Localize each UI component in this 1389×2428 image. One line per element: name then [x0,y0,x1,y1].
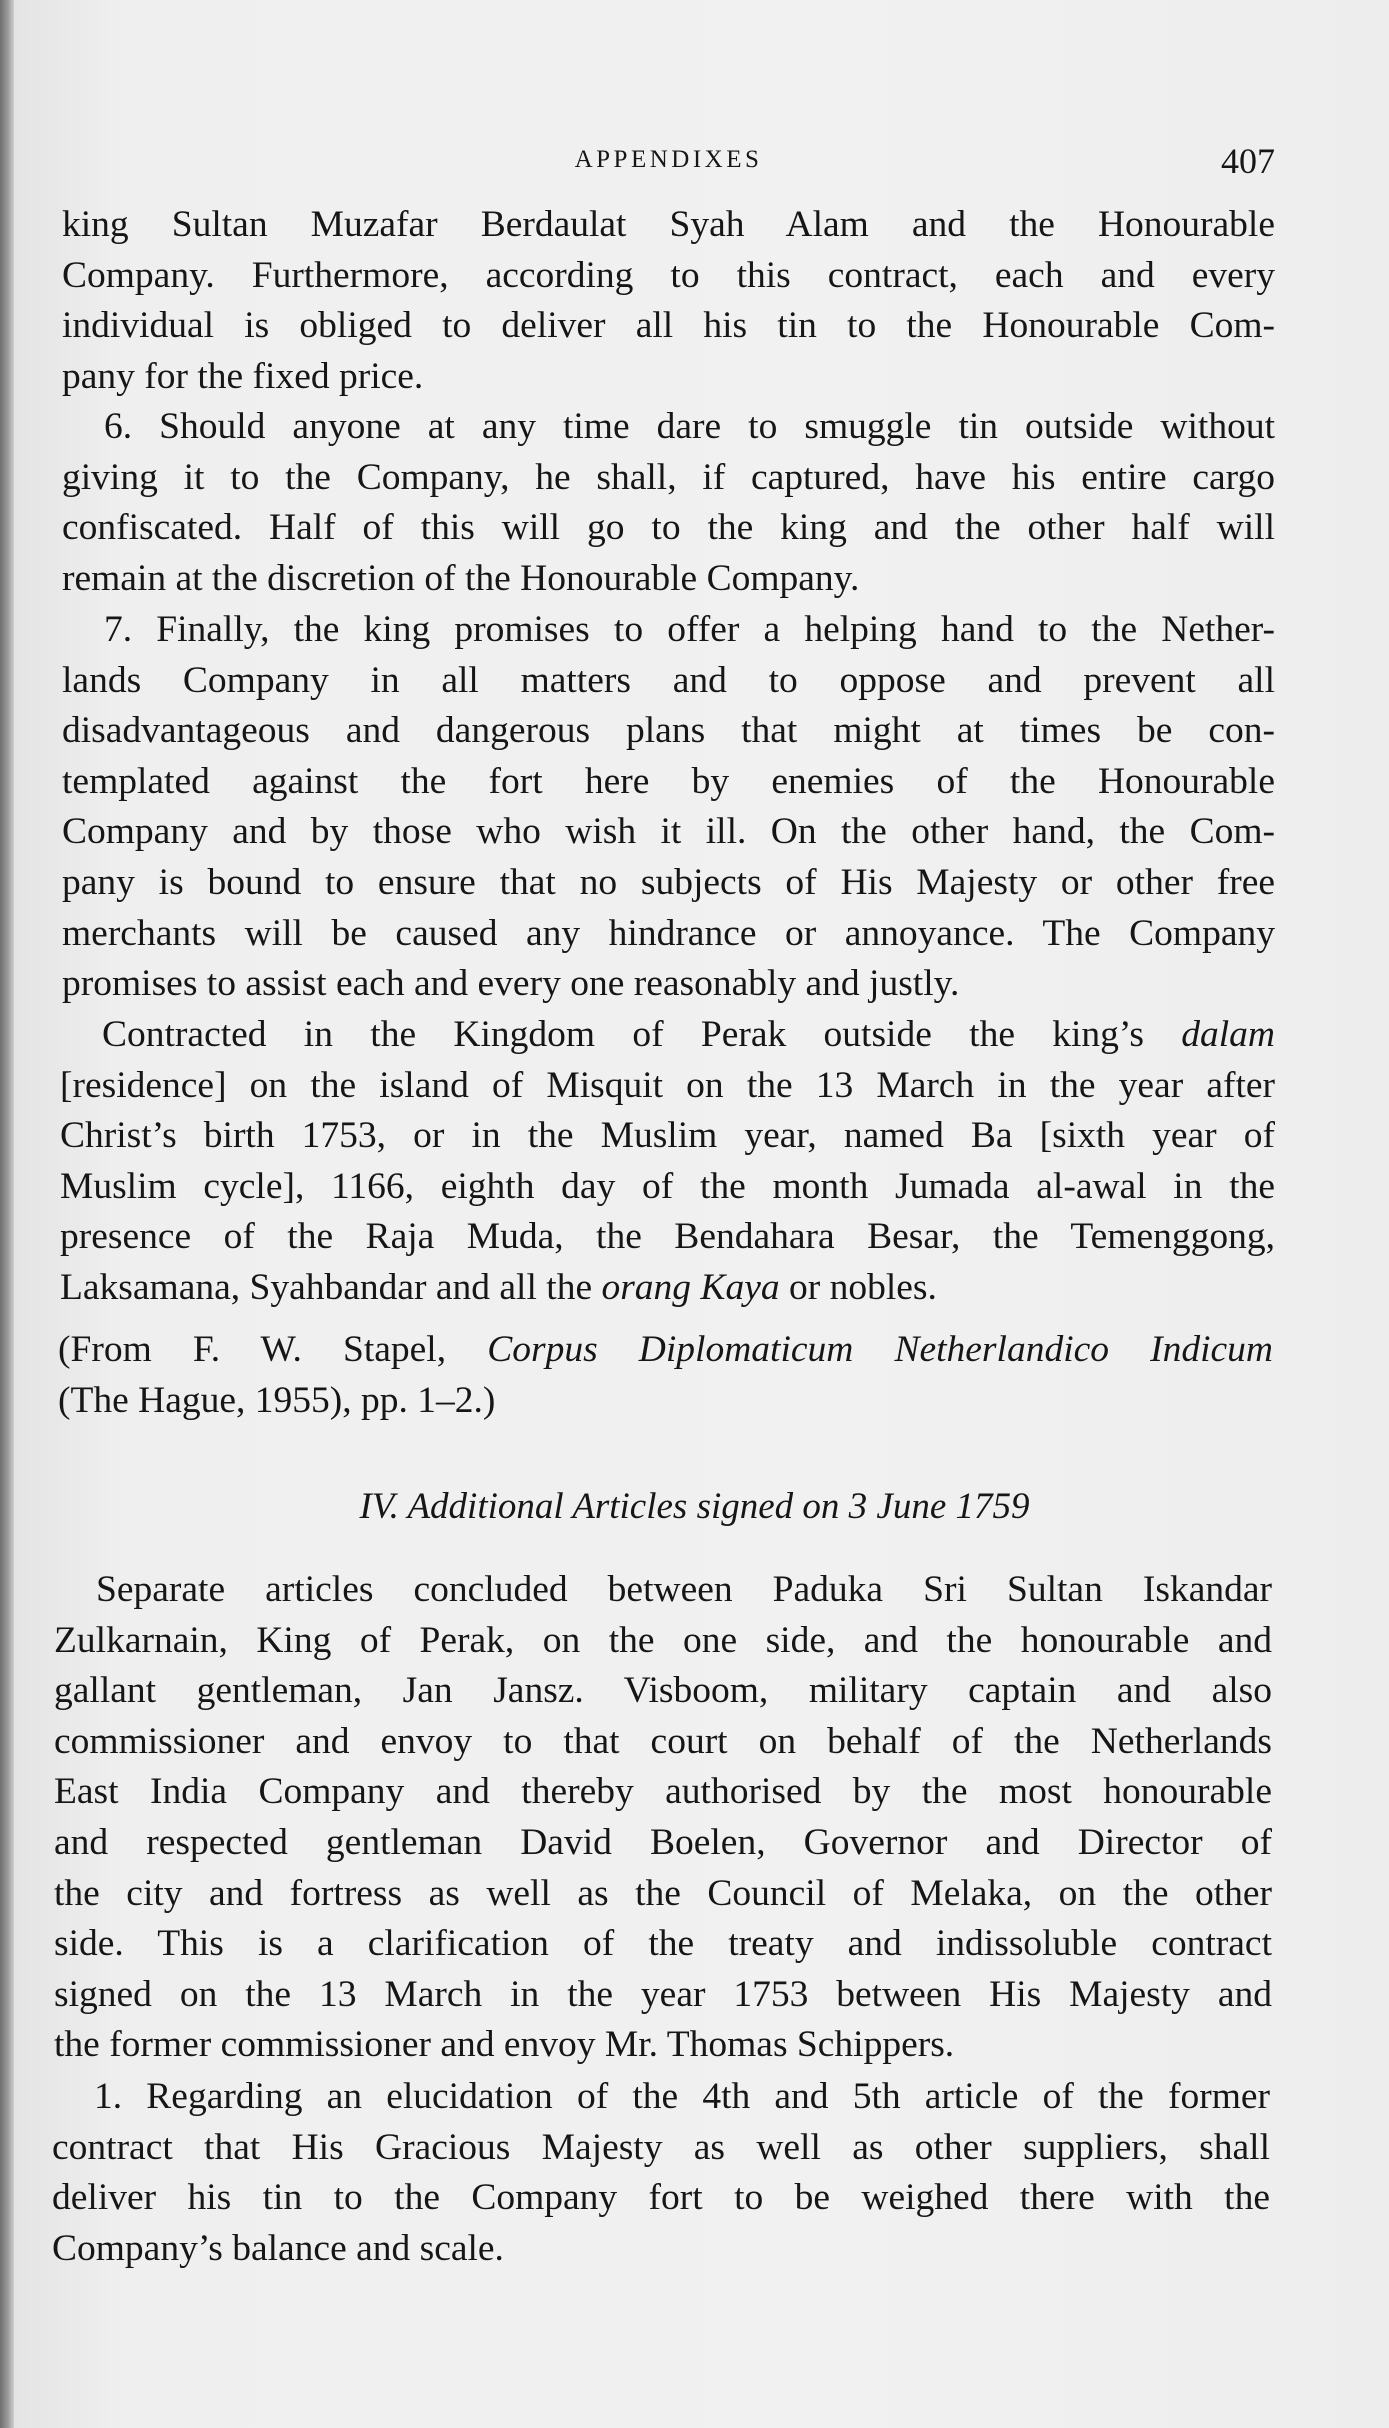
text-line: commissioner and envoy to that court on behalf of the Netherlands [54,1720,1272,1762]
text-line: the city and fortress as well as the Council of Melaka, on the other [54,1872,1272,1914]
continuation-paragraph [62,200,1275,402]
page-number: 407 [1221,141,1275,181]
text-line: pany for the fixed price. [62,355,424,397]
text-line: individual is obliged to deliver all his tin to the Honourable Com- [62,305,1275,347]
text-line: templated against the fort here by enemies of the Honourable [62,760,1275,802]
text-line: Zulkarnain, King of Perak, on the one side, and the honourable and [54,1619,1272,1661]
text-line: king Sultan Muzafar Berdaulat Syah Alam and the Honourable [62,204,1275,245]
citation-line: (The Hague, 1955), pp. 1–2.) [58,1379,496,1421]
text-line: 1. Regarding an elucidation of the 4th and 5th article of the former [94,2076,1270,2117]
text-line: [residence] on the island of Misquit on the 13 March in the year after [60,1064,1275,1106]
citation-line [58,1325,1273,1376]
text-line [60,1010,1275,1061]
page-binding-edge [0,0,14,2428]
text-line: lands Company in all matters and to oppose and prevent all [62,659,1275,701]
text-span: Laksamana, Syahbandar and all the [60,1266,593,1308]
text-line: Company’s balance and scale. [52,2227,504,2269]
text-line: confiscated. Half of this will go to the king and the other half will [62,507,1275,549]
text-line: 6. Should anyone at any time dare to smuggle tin outside without [104,406,1275,447]
text-line: the former commissioner and envoy Mr. Thomas Schippers. [54,2024,955,2066]
italic-term-dalam: dalam [1181,1014,1275,1055]
text-line: Company and by those who wish it ill. On the other hand, the Com- [62,811,1275,853]
text-span: (From F. W. Stapel, [58,1329,447,1370]
section-heading: IV. Additional Articles signed on 3 June 1759 [359,1486,1030,1527]
text-line: East India Company and thereby authorised by the most honourable [54,1771,1272,1813]
text-line: signed on the 13 March in the year 1753 between His Majesty and [54,1973,1272,2015]
text-line: deliver his tin to the Company fort to be weighed there with the [52,2177,1270,2219]
article-6-paragraph [62,402,1275,604]
text-line: promises to assist each and every one reasonably and justly. [62,963,960,1005]
running-head [62,140,1275,180]
citation-title: Corpus Diplomaticum Netherlandico Indicum [487,1329,1274,1370]
text-line: disadvantageous and dangerous plans that might at times be con- [62,710,1275,752]
text-span: or nobles. [788,1266,937,1308]
section-iv-intro-paragraph [54,1565,1272,2071]
article-7-paragraph [62,605,1275,1010]
text-span: Contracted in the Kingdom of Perak outside the king’s [102,1014,1144,1055]
text-line: and respected gentleman David Boelen, Governor and Director of [54,1821,1272,1863]
text-line: Christ’s birth 1753, or in the Muslim year, named Ba [sixth year of [60,1115,1275,1157]
text-line: Muslim cycle], 1166, eighth day of the month Jumada al-awal in the [60,1165,1275,1207]
text-line: Company. Furthermore, according to this contract, each and every [62,254,1275,296]
contracted-paragraph [60,1010,1275,1314]
text-line: contract that His Gracious Majesty as well as other suppliers, shall [52,2126,1270,2168]
section-iv-article-1-paragraph [52,2072,1270,2274]
text-line: Separate articles concluded between Paduka Sri Sultan Iskandar [96,1569,1272,1610]
text-line: gallant gentleman, Jan Jansz. Visboom, military captain and also [54,1670,1272,1712]
text-line: giving it to the Company, he shall, if captured, have his entire cargo [62,456,1275,498]
text-line: side. This is a clarification of the treaty and indissoluble contract [54,1923,1272,1965]
text-line: merchants will be caused any hindrance or annoyance. The Company [62,912,1275,954]
text-line: remain at the discretion of the Honourable Company. [62,557,860,599]
text-line: 7. Finally, the king promises to offer a helping hand to the Nether- [104,609,1275,650]
italic-term-orang-kaya: orang Kaya [601,1266,780,1308]
citation [58,1325,1273,1426]
text-line: presence of the Raja Muda, the Bendahara Besar, the Temenggong, [60,1216,1275,1258]
text-line: pany is bound to ensure that no subjects of His Majesty or other free [62,861,1275,903]
text-line [60,1263,1275,1314]
running-title: APPENDIXES [574,146,763,173]
